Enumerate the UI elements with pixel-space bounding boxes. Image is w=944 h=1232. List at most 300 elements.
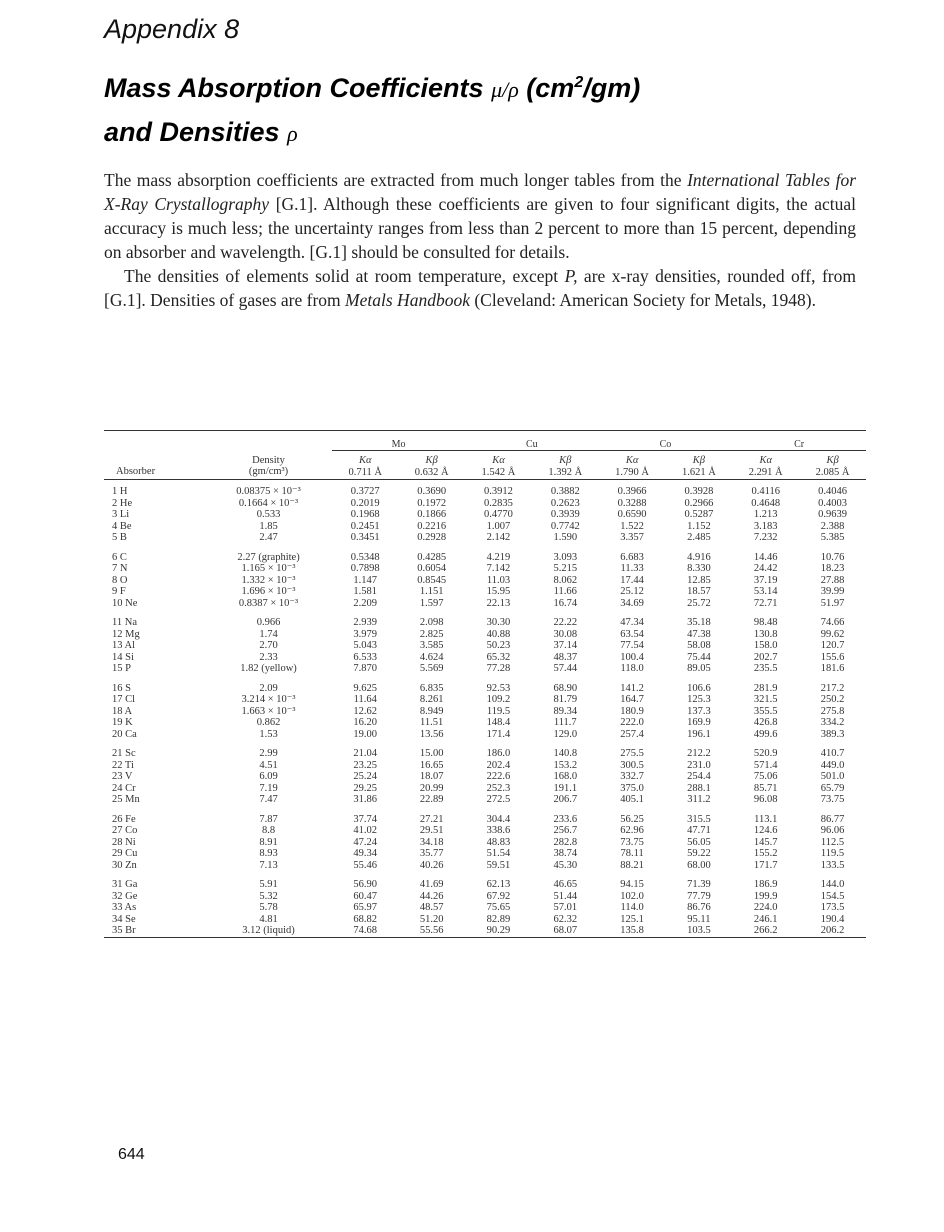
coefficient-cell: 112.5 bbox=[820, 836, 845, 848]
coefficient-cell: 332.7 bbox=[620, 771, 644, 782]
coefficient-cell: 124.6 bbox=[753, 825, 778, 836]
coefficient-cell: 186.9 bbox=[753, 879, 778, 890]
intro-p1-citation-title: International Tables for X-Ray Crystallography bbox=[104, 170, 857, 214]
table-row bbox=[104, 652, 866, 664]
coefficient-cell: 158.0 bbox=[753, 640, 778, 651]
absorber-cell: 23 V bbox=[112, 771, 133, 782]
coefficient-cell: 180.9 bbox=[620, 705, 644, 717]
table-row bbox=[104, 509, 866, 521]
coefficient-cell: 68.07 bbox=[553, 925, 578, 936]
absorber-cell: 14 Si bbox=[112, 651, 134, 663]
emission-line-label: Kβ bbox=[559, 455, 572, 466]
coefficient-cell: 321.5 bbox=[753, 694, 778, 705]
intro-p1-text: The mass absorption coefficients are extracted from much longer tables from the bbox=[104, 170, 688, 190]
absorber-cell: 20 Ca bbox=[112, 728, 137, 740]
coefficient-cell: 266.2 bbox=[753, 925, 778, 936]
absorber-cell: 10 Ne bbox=[112, 597, 138, 609]
absorber-cell: 11 Na bbox=[112, 617, 137, 628]
coefficient-cell: 202.4 bbox=[486, 759, 511, 771]
coefficient-cell: 13.56 bbox=[419, 728, 444, 740]
coefficient-cell: 0.3912 bbox=[484, 486, 513, 497]
table-row bbox=[104, 771, 866, 783]
coefficient-cell: 0.1968 bbox=[350, 509, 380, 520]
coefficient-cell: 186.0 bbox=[486, 748, 511, 759]
coefficient-cell: 102.0 bbox=[620, 890, 644, 902]
coefficient-cell: 1.147 bbox=[353, 574, 378, 586]
coefficient-cell: 0.2966 bbox=[684, 497, 714, 509]
absorber-cell: 6 C bbox=[112, 551, 127, 563]
coefficient-cell: 12.85 bbox=[687, 574, 711, 586]
table-row bbox=[104, 544, 866, 564]
density-cell: 1.82 (yellow) bbox=[240, 663, 297, 674]
group-header-co: Co bbox=[659, 439, 672, 450]
coefficient-cell: 7.232 bbox=[753, 532, 778, 543]
coefficient-cell: 169.9 bbox=[687, 717, 711, 728]
intro-p2-text-end: (Cleveland: American Society for Metals, 1948). bbox=[469, 290, 816, 310]
coefficient-cell: 35.77 bbox=[419, 848, 444, 859]
coefficient-cell: 0.4003 bbox=[818, 497, 847, 509]
coefficient-cell: 96.08 bbox=[753, 794, 778, 805]
coefficient-cell: 27.88 bbox=[820, 574, 845, 586]
coefficient-cell: 155.2 bbox=[753, 848, 778, 859]
table-row bbox=[104, 860, 866, 872]
density-cell: 1.53 bbox=[259, 728, 278, 740]
table-row bbox=[104, 563, 866, 575]
coefficient-cell: 0.4770 bbox=[484, 509, 513, 520]
coefficient-cell: 90.29 bbox=[486, 925, 511, 936]
group-header-cr: Cr bbox=[794, 439, 805, 450]
absorber-cell: 12 Mg bbox=[112, 628, 140, 640]
absorber-cell: 18 A bbox=[112, 705, 133, 717]
coefficient-cell: 173.5 bbox=[820, 902, 845, 913]
coefficient-cell: 62.13 bbox=[486, 879, 511, 890]
coefficient-cell: 405.1 bbox=[620, 794, 644, 805]
coefficient-cell: 0.3928 bbox=[684, 486, 714, 497]
table-row bbox=[104, 663, 866, 675]
coefficient-cell: 0.2623 bbox=[550, 497, 580, 509]
coefficient-cell: 125.1 bbox=[620, 913, 644, 925]
coefficient-cell: 120.7 bbox=[820, 640, 845, 651]
coefficient-cell: 59.51 bbox=[486, 859, 511, 871]
coefficient-cell: 11.66 bbox=[553, 586, 577, 597]
coefficient-cell: 222.6 bbox=[486, 771, 511, 782]
coefficient-cell: 145.7 bbox=[753, 836, 778, 848]
intro-paragraph-2 bbox=[104, 264, 856, 312]
absorber-cell: 5 B bbox=[112, 532, 127, 543]
coefficient-cell: 171.4 bbox=[486, 728, 511, 740]
intro-text bbox=[104, 168, 856, 312]
coefficient-cell: 53.14 bbox=[753, 586, 778, 597]
coefficient-cell: 34.18 bbox=[419, 836, 444, 848]
coefficient-cell: 16.20 bbox=[353, 717, 378, 728]
wavelength-label: 0.632 Å bbox=[414, 467, 449, 478]
absorber-cell: 27 Co bbox=[112, 825, 138, 836]
title-units-tail: /gm) bbox=[583, 73, 641, 103]
coefficient-cell: 148.4 bbox=[486, 717, 511, 728]
coefficient-cell: 11.33 bbox=[620, 563, 644, 574]
coefficient-cell: 0.7898 bbox=[350, 563, 380, 574]
absorber-cell: 19 K bbox=[112, 717, 133, 728]
emission-line-label: Kβ bbox=[425, 455, 438, 466]
absorber-cell: 24 Cr bbox=[112, 782, 136, 794]
density-cell: 5.91 bbox=[259, 879, 278, 890]
mass-absorption-table bbox=[104, 430, 866, 942]
absorber-cell: 26 Fe bbox=[112, 813, 136, 825]
coefficient-cell: 47.38 bbox=[687, 628, 711, 640]
coefficient-cell: 48.83 bbox=[486, 836, 511, 848]
coefficient-cell: 65.97 bbox=[353, 902, 378, 913]
group-header-cu: Cu bbox=[526, 439, 538, 450]
coefficient-cell: 144.0 bbox=[820, 879, 845, 890]
wavelength-label: 1.392 Å bbox=[548, 467, 583, 478]
absorber-cell: 28 Ni bbox=[112, 836, 136, 848]
coefficient-cell: 0.3690 bbox=[417, 486, 447, 497]
density-cell: 5.32 bbox=[259, 890, 278, 902]
coefficient-cell: 153.2 bbox=[553, 759, 578, 771]
coefficient-cell: 85.71 bbox=[753, 782, 778, 794]
coefficient-cell: 15.95 bbox=[486, 586, 511, 597]
table-row bbox=[104, 575, 866, 587]
coefficient-cell: 50.23 bbox=[486, 640, 511, 651]
coefficient-cell: 254.4 bbox=[687, 771, 711, 782]
coefficient-cell: 106.6 bbox=[687, 682, 711, 694]
coefficient-cell: 45.30 bbox=[553, 859, 578, 871]
table-row bbox=[104, 871, 866, 891]
coefficient-cell: 18.07 bbox=[419, 771, 444, 782]
coefficient-cell: 55.46 bbox=[353, 859, 378, 871]
coefficient-cell: 94.15 bbox=[620, 879, 644, 890]
coefficient-cell: 6.533 bbox=[353, 651, 378, 663]
table-row bbox=[104, 640, 866, 652]
coefficient-cell: 60.47 bbox=[353, 890, 378, 902]
coefficient-cell: 47.34 bbox=[620, 617, 644, 628]
table-row bbox=[104, 498, 866, 510]
coefficient-cell: 89.34 bbox=[553, 705, 578, 717]
coefficient-cell: 129.0 bbox=[553, 728, 578, 740]
intro-p2-text: The densities of elements solid at room temperature, except bbox=[124, 266, 565, 286]
coefficient-cell: 199.9 bbox=[753, 890, 778, 902]
intro-paragraph-1 bbox=[104, 168, 856, 264]
coefficient-cell: 0.2928 bbox=[417, 532, 447, 543]
coefficient-cell: 571.4 bbox=[753, 759, 778, 771]
emission-line-label: Kα bbox=[625, 455, 639, 466]
coefficient-cell: 8.330 bbox=[687, 563, 711, 574]
table-row bbox=[104, 925, 866, 937]
coefficient-cell: 30.08 bbox=[553, 628, 578, 640]
coefficient-cell: 68.00 bbox=[687, 859, 711, 871]
density-header-label: Density bbox=[252, 455, 285, 466]
coefficient-cell: 0.5287 bbox=[684, 509, 714, 520]
coefficient-cell: 0.3727 bbox=[350, 486, 380, 497]
coefficient-cell: 375.0 bbox=[620, 782, 644, 794]
coefficient-cell: 31.86 bbox=[353, 794, 378, 805]
density-cell: 0.533 bbox=[256, 509, 281, 520]
coefficient-cell: 35.18 bbox=[687, 617, 711, 628]
title-units: (cm bbox=[518, 73, 575, 103]
line-wavelength-header bbox=[465, 451, 532, 480]
coefficient-cell: 40.26 bbox=[419, 859, 444, 871]
coefficient-cell: 18.23 bbox=[820, 563, 845, 574]
coefficient-cell: 311.2 bbox=[687, 794, 711, 805]
coefficient-cell: 355.5 bbox=[753, 705, 778, 717]
table-row bbox=[104, 794, 866, 806]
coefficient-cell: 1.590 bbox=[553, 532, 578, 543]
coefficient-cell: 168.0 bbox=[553, 771, 578, 782]
intro-p1-text-cont: [G.1]. Although these coefficients are given to four significant digits, the actual accuracy is much less; the uncertainty ranges from less than 2 percent to more than 15 percent, depending on absorber and wavelength. [G.1] should be consulted for details. bbox=[104, 194, 857, 262]
coefficient-cell: 62.32 bbox=[553, 913, 578, 925]
coefficient-cell: 410.7 bbox=[820, 748, 845, 759]
coefficient-cell: 282.8 bbox=[553, 836, 578, 848]
line-wavelength-header bbox=[599, 451, 666, 480]
coefficient-cell: 3.979 bbox=[353, 628, 378, 640]
coefficient-cell: 1.213 bbox=[753, 509, 778, 520]
coefficient-cell: 114.0 bbox=[620, 902, 644, 913]
coefficient-cell: 1.581 bbox=[353, 586, 378, 597]
coefficient-cell: 55.56 bbox=[419, 925, 444, 936]
coefficient-cell: 8.261 bbox=[419, 694, 444, 705]
title-text: Mass Absorption Coefficients bbox=[104, 73, 492, 103]
table-row bbox=[104, 717, 866, 729]
density-cell: 0.966 bbox=[256, 617, 281, 628]
coefficient-cell: 235.5 bbox=[753, 663, 778, 674]
coefficient-cell: 206.2 bbox=[820, 925, 845, 936]
coefficient-cell: 24.42 bbox=[753, 563, 778, 574]
coefficient-cell: 75.06 bbox=[753, 771, 778, 782]
absorber-cell: 9 F bbox=[112, 586, 126, 597]
coefficient-cell: 256.7 bbox=[553, 825, 578, 836]
wavelength-label: 1.790 Å bbox=[615, 467, 649, 478]
coefficient-cell: 68.90 bbox=[553, 682, 578, 694]
coefficient-cell: 1.007 bbox=[486, 520, 511, 532]
intro-p2-text-cont: are x-ray densities, rounded off, from [G.1]. Densities of gases are from bbox=[104, 266, 856, 310]
coefficient-cell: 88.21 bbox=[620, 859, 644, 871]
page-title bbox=[104, 62, 864, 155]
coefficient-cell: 0.3966 bbox=[617, 486, 647, 497]
coefficient-cell: 164.7 bbox=[620, 694, 644, 705]
table-row bbox=[104, 609, 866, 629]
table-row bbox=[104, 694, 866, 706]
absorber-cell: 2 He bbox=[112, 497, 133, 509]
coefficient-cell: 65.32 bbox=[486, 651, 511, 663]
coefficient-cell: 22.13 bbox=[486, 597, 511, 609]
coefficient-cell: 2.098 bbox=[419, 617, 444, 628]
coefficient-cell: 3.093 bbox=[553, 551, 578, 563]
coefficient-cell: 20.99 bbox=[419, 782, 444, 794]
emission-line-label: Kα bbox=[759, 455, 772, 466]
absorber-cell: 16 S bbox=[112, 682, 131, 694]
coefficient-cell: 34.69 bbox=[620, 597, 644, 609]
coefficient-cell: 2.825 bbox=[419, 628, 444, 640]
coefficient-cell: 9.625 bbox=[353, 682, 378, 694]
coefficient-cell: 2.388 bbox=[820, 520, 845, 532]
line-wavelength-header bbox=[799, 451, 866, 480]
coefficient-cell: 72.71 bbox=[753, 597, 778, 609]
table-row bbox=[104, 486, 866, 498]
coefficient-cell: 191.1 bbox=[553, 782, 578, 794]
coefficient-cell: 15.00 bbox=[419, 748, 444, 759]
mu-rho-symbol: μ/ρ bbox=[491, 77, 519, 102]
coefficient-cell: 389.3 bbox=[820, 728, 845, 740]
emission-line-label: Kβ bbox=[692, 455, 705, 466]
coefficient-cell: 46.65 bbox=[553, 879, 578, 890]
coefficient-cell: 30.30 bbox=[486, 617, 511, 628]
coefficient-cell: 3.357 bbox=[620, 532, 644, 543]
coefficient-cell: 74.66 bbox=[820, 617, 845, 628]
coefficient-cell: 103.5 bbox=[687, 925, 711, 936]
coefficient-cell: 4.916 bbox=[687, 551, 711, 563]
coefficient-cell: 501.0 bbox=[820, 771, 845, 782]
coefficient-cell: 74.68 bbox=[353, 925, 378, 936]
coefficient-cell: 2.209 bbox=[353, 597, 378, 609]
coefficient-cell: 140.8 bbox=[553, 748, 578, 759]
coefficient-cell: 7.142 bbox=[486, 563, 511, 574]
coefficient-cell: 250.2 bbox=[820, 694, 845, 705]
coefficient-cell: 0.4285 bbox=[417, 551, 447, 563]
coefficient-cell: 0.4648 bbox=[751, 497, 781, 509]
coefficient-cell: 288.1 bbox=[687, 782, 711, 794]
coefficient-cell: 96.06 bbox=[820, 825, 845, 836]
coefficient-cell: 51.44 bbox=[553, 890, 578, 902]
density-cell: 5.78 bbox=[259, 902, 278, 913]
coefficient-cell: 190.4 bbox=[820, 913, 845, 925]
absorber-cell: 17 Cl bbox=[112, 694, 136, 705]
coefficient-cell: 51.97 bbox=[820, 597, 845, 609]
wavelength-label: 1.621 Å bbox=[681, 467, 716, 478]
density-cell: 2.27 (graphite) bbox=[237, 551, 300, 563]
title-units-superscript: 2 bbox=[574, 74, 584, 91]
coefficient-cell: 272.5 bbox=[486, 794, 511, 805]
coefficient-cell: 8.949 bbox=[419, 705, 444, 717]
density-header-units: (gm/cm³) bbox=[248, 466, 289, 477]
coefficient-cell: 59.22 bbox=[687, 848, 711, 859]
coefficient-cell: 37.74 bbox=[353, 813, 378, 825]
absorber-cell: 8 O bbox=[112, 574, 128, 586]
absorber-cell: 1 H bbox=[112, 486, 128, 497]
appendix-label: Appendix 8 bbox=[104, 14, 240, 44]
wavelength-label: 2.085 Å bbox=[815, 467, 850, 478]
absorber-cell: 4 Be bbox=[112, 520, 132, 532]
coefficient-cell: 275.8 bbox=[820, 705, 845, 717]
table-row bbox=[104, 760, 866, 772]
coefficient-cell: 38.74 bbox=[553, 848, 578, 859]
absorber-cell: 13 Al bbox=[112, 640, 136, 651]
coefficient-cell: 0.4046 bbox=[818, 486, 847, 497]
coefficient-cell: 51.20 bbox=[419, 913, 444, 925]
absorber-cell: 33 As bbox=[112, 902, 137, 913]
coefficient-cell: 16.74 bbox=[553, 597, 578, 609]
intro-p2-citation-title: Metals Handbook bbox=[345, 290, 470, 310]
coefficient-cell: 22.22 bbox=[553, 617, 578, 628]
absorber-cell: 34 Se bbox=[112, 913, 136, 925]
line-wavelength-header bbox=[398, 451, 465, 480]
coefficient-cell: 257.4 bbox=[620, 728, 644, 740]
coefficient-cell: 48.37 bbox=[553, 651, 578, 663]
coefficient-cell: 57.01 bbox=[553, 902, 578, 913]
coefficient-cell: 252.3 bbox=[486, 782, 511, 794]
coefficient-cell: 113.1 bbox=[754, 813, 778, 825]
coefficient-cell: 426.8 bbox=[753, 717, 778, 728]
line-wavelength-header bbox=[532, 451, 599, 480]
table-row bbox=[104, 806, 866, 826]
coefficient-cell: 449.0 bbox=[820, 759, 845, 771]
coefficient-cell: 47.71 bbox=[687, 825, 711, 836]
coefficient-cell: 212.2 bbox=[687, 748, 711, 759]
density-cell: 1.165 × 10⁻³ bbox=[241, 563, 296, 574]
coefficient-cell: 75.65 bbox=[486, 902, 511, 913]
table-row bbox=[104, 914, 866, 926]
table-row bbox=[104, 891, 866, 903]
coefficient-cell: 98.48 bbox=[753, 617, 778, 628]
coefficient-cell: 39.99 bbox=[820, 586, 845, 597]
coefficient-cell: 0.2019 bbox=[350, 497, 380, 509]
coefficient-cell: 0.3451 bbox=[350, 532, 380, 543]
coefficient-cell: 89.05 bbox=[687, 663, 711, 674]
density-cell: 1.332 × 10⁻³ bbox=[241, 574, 296, 586]
coefficient-cell: 6.683 bbox=[620, 551, 644, 563]
coefficient-cell: 0.3939 bbox=[550, 509, 580, 520]
coefficient-cell: 119.5 bbox=[820, 848, 845, 859]
coefficient-cell: 75.44 bbox=[687, 651, 711, 663]
coefficient-cell: 21.04 bbox=[353, 748, 378, 759]
coefficient-cell: 206.7 bbox=[553, 794, 578, 805]
wavelength-label: 0.711 Å bbox=[348, 467, 382, 478]
coefficient-cell: 5.215 bbox=[553, 563, 578, 574]
table-row bbox=[104, 848, 866, 860]
coefficient-cell: 171.7 bbox=[753, 859, 778, 871]
coefficient-cell: 0.5348 bbox=[350, 551, 380, 563]
absorber-cell: 7 N bbox=[112, 563, 128, 574]
coefficient-cell: 37.14 bbox=[553, 640, 578, 651]
density-cell: 1.74 bbox=[259, 628, 278, 640]
coefficient-cell: 3.183 bbox=[753, 520, 778, 532]
coefficient-cell: 5.043 bbox=[353, 640, 378, 651]
absorber-cell: 35 Br bbox=[112, 925, 136, 936]
coefficient-cell: 62.96 bbox=[620, 825, 644, 836]
coefficient-cell: 29.25 bbox=[353, 782, 378, 794]
table-row bbox=[104, 532, 866, 544]
wavelength-label: 1.542 Å bbox=[481, 467, 516, 478]
coefficient-cell: 315.5 bbox=[687, 813, 711, 825]
table-row bbox=[104, 706, 866, 718]
absorber-header: Absorber bbox=[116, 466, 156, 477]
coefficient-cell: 44.26 bbox=[419, 890, 444, 902]
density-cell: 0.862 bbox=[256, 717, 281, 728]
density-cell: 1.663 × 10⁻³ bbox=[241, 705, 296, 717]
coefficient-cell: 3.585 bbox=[419, 640, 444, 651]
coefficient-cell: 25.12 bbox=[620, 586, 644, 597]
line-wavelength-header bbox=[732, 451, 799, 480]
coefficient-cell: 19.00 bbox=[353, 728, 378, 740]
coefficient-cell: 118.0 bbox=[620, 663, 644, 674]
coefficient-cell: 300.5 bbox=[620, 759, 644, 771]
coefficient-cell: 77.79 bbox=[687, 890, 711, 902]
coefficient-cell: 81.79 bbox=[553, 694, 578, 705]
coefficient-cell: 137.3 bbox=[687, 705, 711, 717]
coefficient-cell: 334.2 bbox=[820, 717, 845, 728]
coefficient-cell: 63.54 bbox=[620, 628, 644, 640]
coefficient-cell: 0.9639 bbox=[818, 509, 847, 520]
page-number: 644 bbox=[118, 1146, 145, 1163]
coefficient-cell: 11.51 bbox=[420, 717, 444, 728]
coefficient-cell: 58.08 bbox=[687, 640, 711, 651]
density-cell: 7.47 bbox=[259, 794, 278, 805]
density-cell: 7.13 bbox=[259, 859, 278, 871]
table-row bbox=[104, 825, 866, 837]
coefficient-cell: 82.89 bbox=[486, 913, 511, 925]
density-cell: 2.47 bbox=[259, 532, 278, 543]
density-cell: 2.09 bbox=[259, 682, 278, 694]
coefficient-cell: 99.62 bbox=[820, 628, 845, 640]
